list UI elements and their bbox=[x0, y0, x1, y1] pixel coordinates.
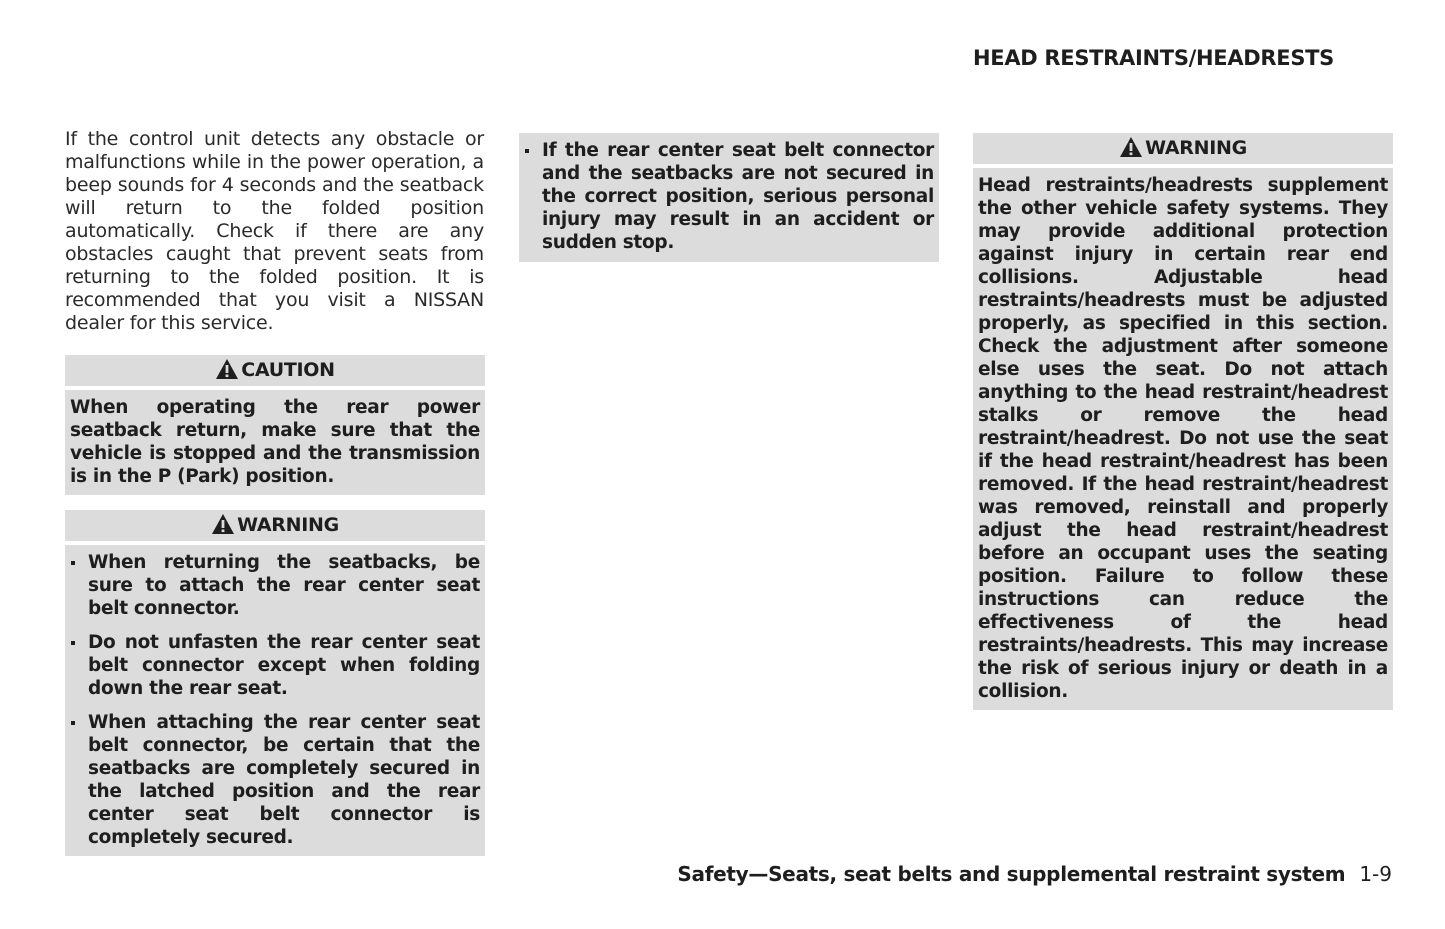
page-number: 1-9 bbox=[1359, 862, 1392, 886]
warning-label-3: WARNING bbox=[1145, 137, 1247, 159]
bullet-icon bbox=[71, 721, 75, 725]
warning-text-3: Head restraints/headrests supplement the other vehicle safety systems. They may provide additional protection against injury in certain rear end collisions. Adjustable head restraints/headrests must be adjusted properly, as specified in this section. Check the adjustment after someone else uses the seat. Do not attach anything to the head restraint/headrest stalks or remove the head restraint/headrest. Do not use the seat if the head restraint/headrest has been removed. If the head restraint/headrest was removed, reinstall and properly adjust the head restraint/headrest before an occupant uses the seating position. Failure to follow these instructions can reduce the effectiveness of the head restraints/headrests. This may increase the risk of serious injury or death in a collision. bbox=[978, 175, 1388, 702]
warning-triangle-icon bbox=[215, 358, 239, 380]
warning-continued-box bbox=[519, 133, 939, 262]
column-2 bbox=[519, 133, 939, 262]
footer-chapter-title: Safety—Seats, seat belts and supplemental restraint system bbox=[677, 862, 1346, 886]
column-1 bbox=[65, 128, 485, 856]
warning-box-3 bbox=[973, 133, 1393, 710]
intro-paragraph: If the control unit detects any obstacle or malfunctions while in the power operation, a beep sounds for 4 seconds and the seatback will return to the folded position automatically. Check if there are any obstacles caught that prevent seats from returning to the folded position. It is recommended that you visit a NISSAN dealer for this service. bbox=[65, 128, 484, 334]
bullet-icon bbox=[71, 641, 75, 645]
list-item: When returning the seatbacks, be sure to attach the rear center seat belt connector. bbox=[70, 551, 480, 620]
bullet-icon bbox=[525, 149, 529, 153]
caution-box bbox=[65, 355, 485, 495]
warning-header-1 bbox=[65, 510, 485, 545]
warning-triangle-icon bbox=[211, 513, 235, 535]
caution-label: CAUTION bbox=[241, 359, 335, 381]
page-header-title: HEAD RESTRAINTS/HEADRESTS bbox=[973, 46, 1335, 70]
warning-box-1 bbox=[65, 510, 485, 856]
warning-list-2 bbox=[524, 139, 934, 254]
caution-header bbox=[65, 355, 485, 390]
warning-label-1: WARNING bbox=[237, 514, 339, 536]
warning-triangle-icon bbox=[1119, 136, 1143, 158]
page-footer bbox=[677, 862, 1392, 886]
warning-list-1 bbox=[70, 551, 480, 849]
warning-header-3 bbox=[973, 133, 1393, 168]
bullet-icon bbox=[71, 561, 75, 565]
list-item: If the rear center seat belt connector and the seatbacks are not secured in the correct position, serious personal injury may result in an accident or sudden stop. bbox=[524, 139, 934, 254]
list-item: When attaching the rear center seat belt connector, be certain that the seatbacks are completely secured in the latched position and the rear center seat belt connector is completely secured. bbox=[70, 711, 480, 849]
caution-text: When operating the rear power seatback return, make sure that the vehicle is stopped and the transmission is in the P (Park) position. bbox=[70, 397, 480, 487]
list-item: Do not unfasten the rear center seat belt connector except when folding down the rear seat. bbox=[70, 631, 480, 700]
column-3 bbox=[973, 133, 1393, 710]
